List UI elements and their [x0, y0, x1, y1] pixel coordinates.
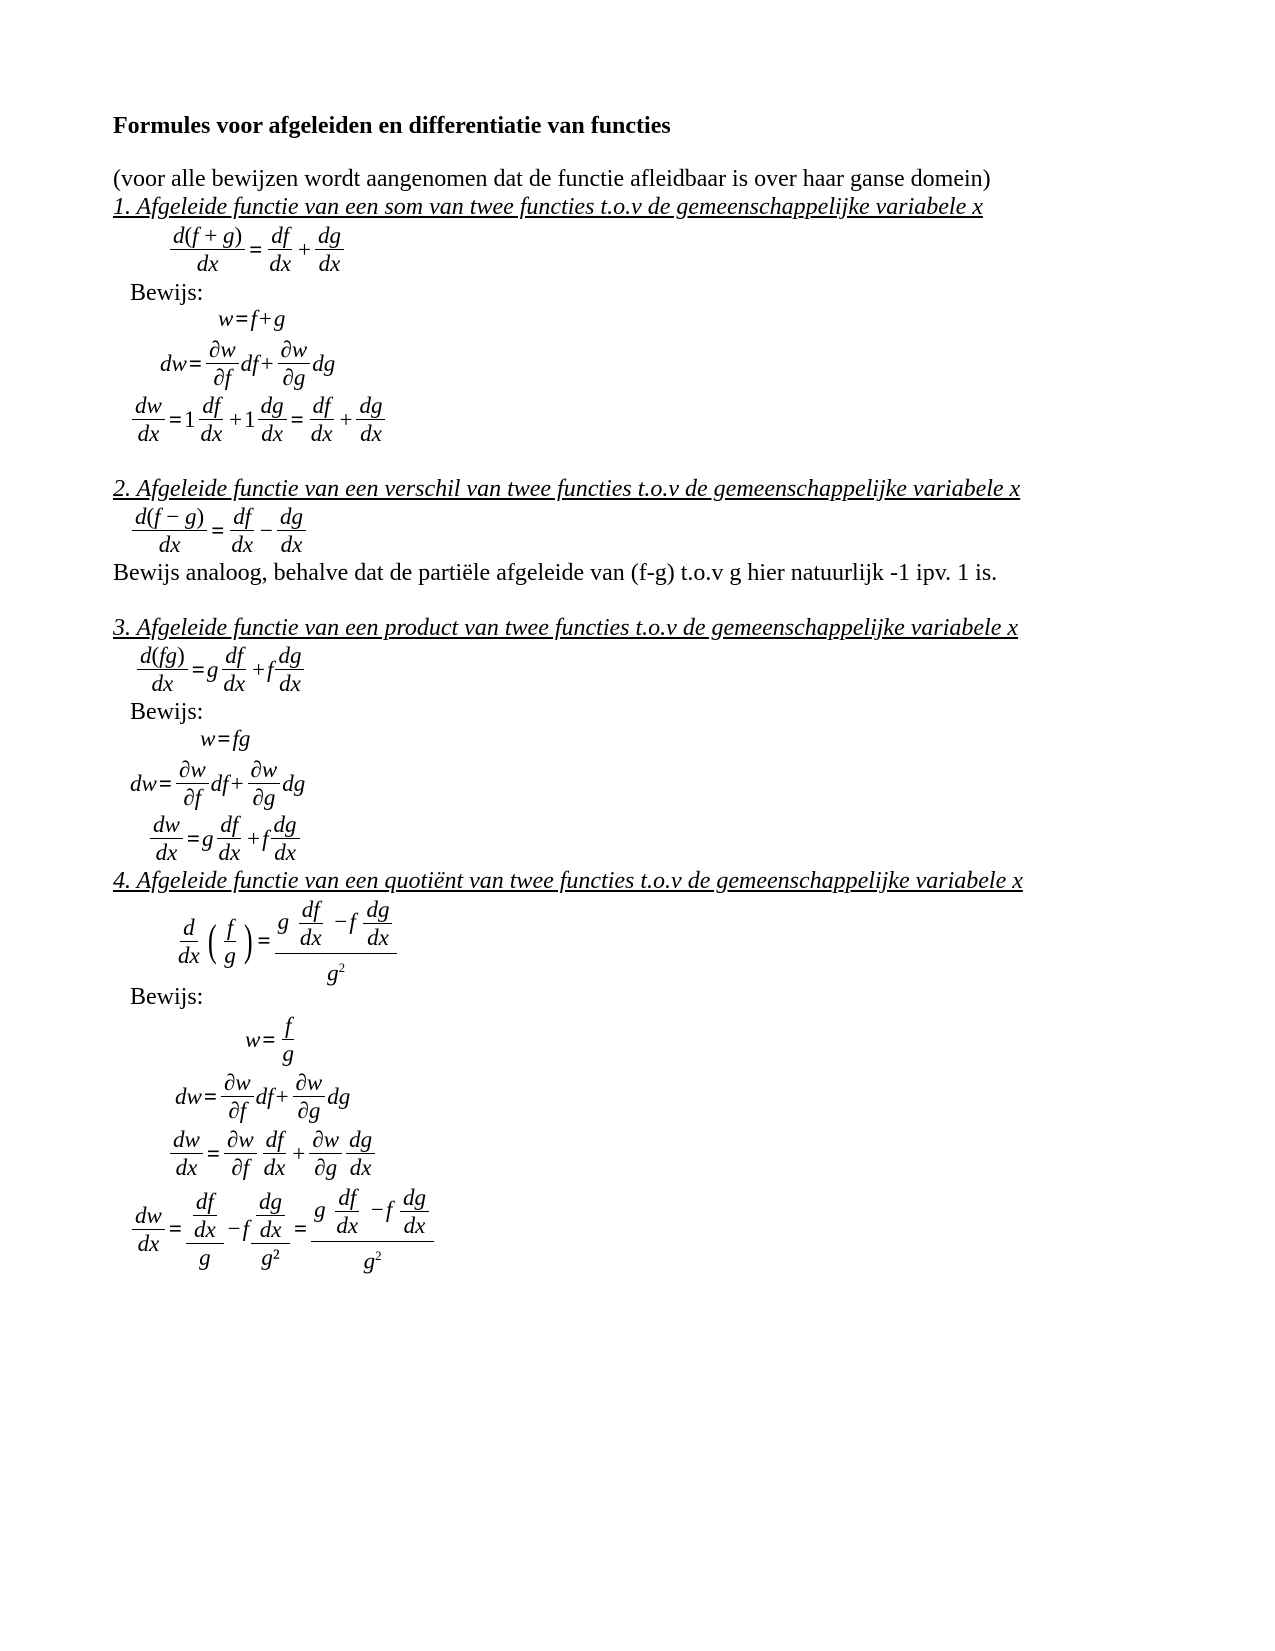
section-1-proof-line-3: $\frac{dw}{dx}$ = 1 $\frac{df}{dx}$ + 1 $\frac{dg}{dx}$ = $\frac{df}{dx}$ + $\frac{dg}{dx}$: [130, 392, 387, 447]
section-1-heading: 1. Afgeleide functie van een som van twee functies t.o.v de gemeenschappelijke variabele x: [113, 194, 983, 220]
section-3-proof-label: Bewijs:: [130, 699, 204, 725]
section-2-formula: $\frac{d(f - g)}{dx}$ = $\frac{df}{dx}$ − $\frac{dg}{dx}$: [130, 503, 308, 558]
section-3-proof-line-3: $\frac{dw}{dx}$ = g $\frac{df}{dx}$ + f $\frac{dg}{dx}$: [148, 811, 302, 866]
section-3-formula: $\frac{d(fg)}{dx}$ = g $\frac{df}{dx}$ + f $\frac{dg}{dx}$: [135, 642, 306, 697]
section-4-proof-line-4: $\frac{dw}{dx}$ = $\frac{\frac{df}{dx}}{g}$ − f $\frac{\frac{dg}{dx}}{\text{g²}}$ = g $\frac{df}{dx}$ −f $\frac{dg}{dx}$ $g^2$: [130, 1184, 436, 1275]
section-1-proof-label: Bewijs:: [130, 280, 204, 306]
section-4-formula: $\frac{d}{dx}$ ( $\frac{f}{g}$ ) = g $\frac{df}{dx}$ −f $\frac{dg}{dx}$ $g^2$: [173, 896, 399, 987]
section-1-formula: $\frac{d(f + g)}{dx}$ = $\frac{df}{dx}$ + $\frac{dg}{dx}$: [168, 222, 346, 277]
section-2-note: Bewijs analoog, behalve dat de partiële afgeleide van (f-g) t.o.v g hier natuurlijk -1 ipv. 1 is.: [113, 560, 998, 586]
section-4-proof-line-3: $\frac{dw}{dx}$ = $\frac{\partial w}{\partial f}$ $\frac{df}{dx}$ + $\frac{\partial w}{\partial g}$ $\frac{dg}{dx}$: [168, 1126, 377, 1181]
page-title: Formules voor afgeleiden en differentiatie van functies: [113, 113, 671, 139]
section-4-heading: 4. Afgeleide functie van een quotiënt van twee functies t.o.v de gemeenschappelijke variabele x: [113, 868, 1023, 894]
intro-text: (voor alle bewijzen wordt aangenomen dat de functie afleidbaar is over haar ganse domein): [113, 166, 991, 192]
section-3-heading: 3. Afgeleide functie van een product van twee functies t.o.v de gemeenschappelijke variabele x: [113, 615, 1019, 641]
section-4-proof-line-2: dw = $\frac{\partial w}{\partial f}$ df + $\frac{\partial w}{\partial g}$ dg: [175, 1070, 351, 1123]
section-1-proof-line-1: w = f + g: [218, 306, 286, 331]
section-3-proof-line-1: w = fg: [200, 726, 251, 751]
section-2-heading: 2. Afgeleide functie van een verschil van twee functies t.o.v de gemeenschappelijke variabele x: [113, 476, 1021, 502]
section-3-proof-line-2: dw = $\frac{\partial w}{\partial f}$ df + $\frac{\partial w}{\partial g}$ dg: [130, 757, 306, 810]
section-4-proof-line-1: w = $\frac{f}{g}$: [245, 1013, 294, 1066]
section-4-proof-label: Bewijs:: [130, 984, 204, 1010]
section-1-proof-line-2: dw = $\frac{\partial w}{\partial f}$ df + $\frac{\partial w}{\partial g}$ dg: [160, 337, 336, 390]
